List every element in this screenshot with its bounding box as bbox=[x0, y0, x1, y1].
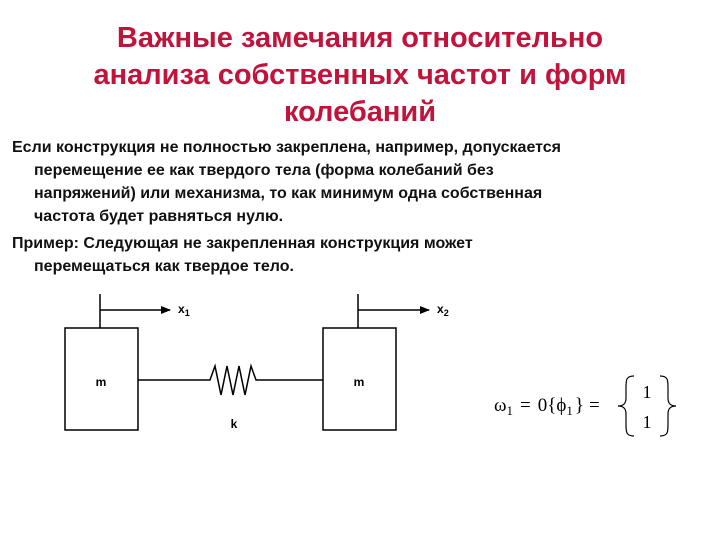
vector-left-brace bbox=[618, 376, 634, 436]
paragraph1-line-2: перемещение ее как твердого тела (форма колебаний без bbox=[34, 162, 494, 179]
x2-label: $x_2$ bbox=[437, 302, 449, 318]
mass-2-label: m bbox=[353, 375, 365, 389]
phi-symbol: ϕ bbox=[556, 395, 567, 416]
paragraph2-line-2: перемещаться как твердое тело. bbox=[34, 258, 294, 275]
paragraph1-line-3: напряжений) или механизма, то как минимум одна собственная bbox=[34, 185, 543, 202]
title-line-3: колебаний bbox=[283, 96, 437, 128]
spring-label: k bbox=[230, 417, 238, 431]
omega-subscript: 1 bbox=[506, 403, 514, 418]
paragraph1-line-1: Если конструкция не полностью закреплена, например, допускается bbox=[12, 139, 561, 156]
vector-entry-2: 1 bbox=[642, 412, 652, 432]
omega-symbol: ω bbox=[494, 395, 507, 416]
equation-left: $\omega_1 = 0\{\phi_1$ } = bbox=[494, 395, 600, 418]
vector-entry-1: 1 bbox=[642, 382, 652, 402]
paragraph1-line-4: частота будет равняться нулю. bbox=[34, 208, 284, 225]
paragraph2-line-1: Пример: Следующая не закрепленная конструкция может bbox=[12, 235, 473, 252]
phi-subscript: 1 bbox=[566, 403, 573, 418]
vector-right-brace bbox=[660, 376, 676, 436]
spring bbox=[138, 366, 323, 395]
title-line-2: анализа собственных частот и форм bbox=[93, 59, 627, 91]
x1-label: $x_1$ bbox=[178, 302, 190, 318]
mass-1-label: m bbox=[95, 375, 107, 389]
title-line-1: Важные замечания относительно bbox=[116, 22, 604, 54]
